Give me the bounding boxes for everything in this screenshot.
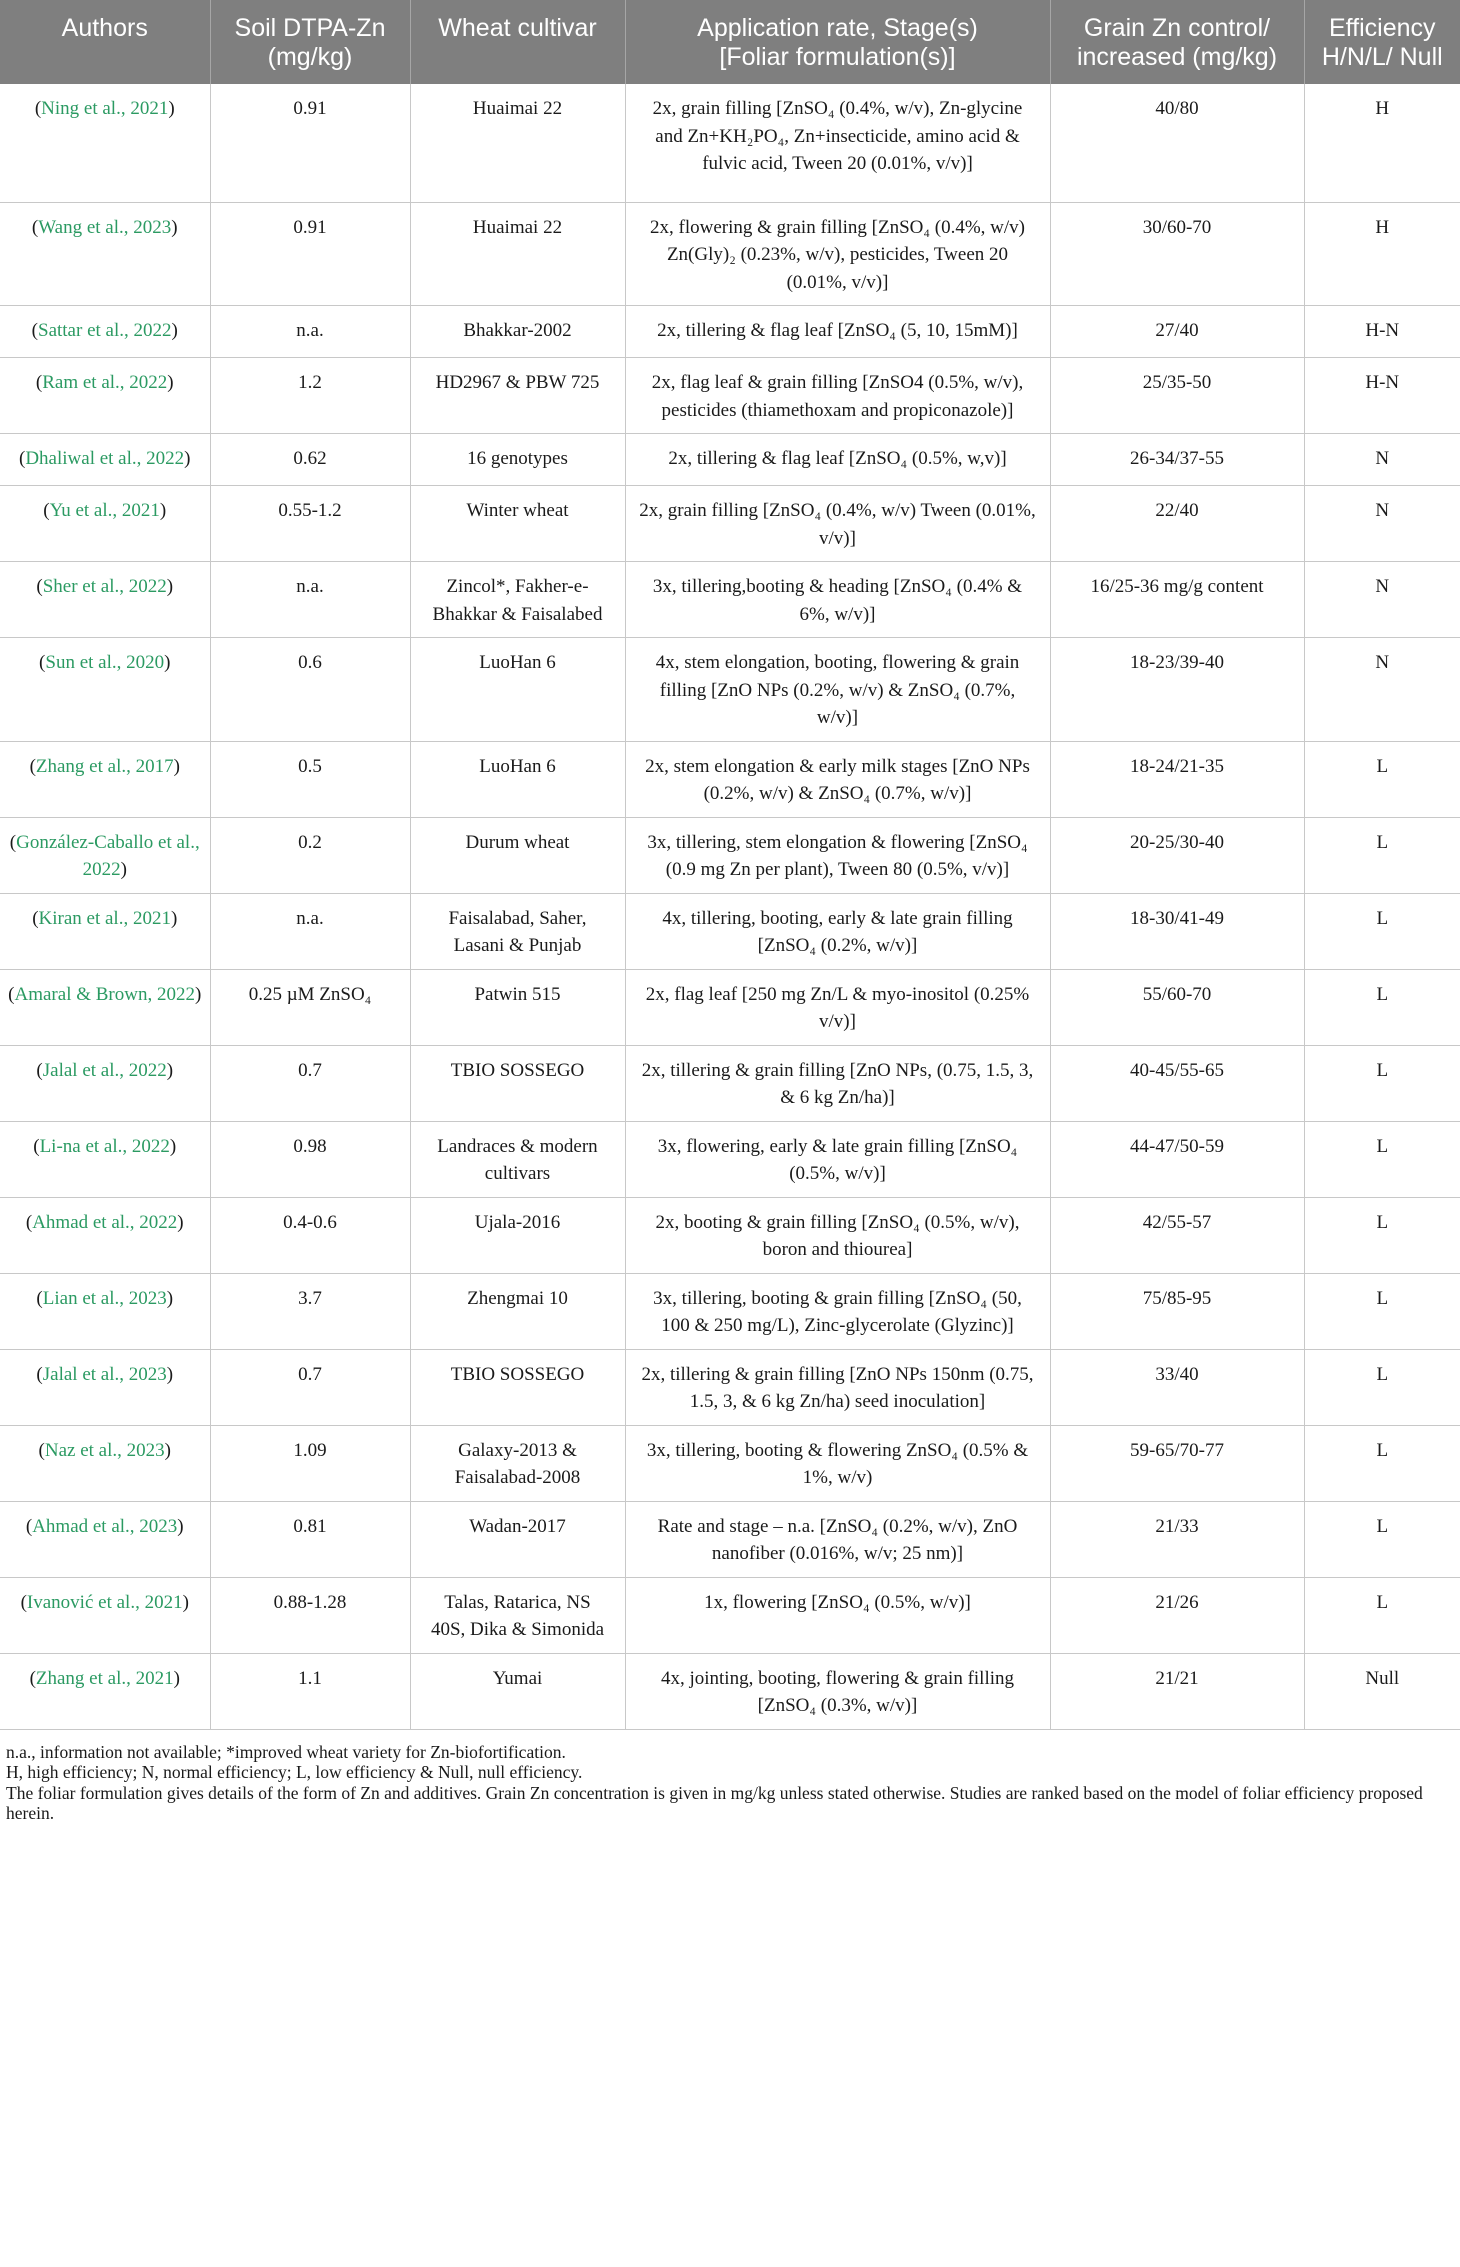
- cell-efficiency: L: [1304, 817, 1460, 893]
- citation-link[interactable]: Sattar et al., 2022: [38, 320, 172, 341]
- cell-soil-dtpa-zn: 0.91: [210, 84, 410, 202]
- cell-author[interactable]: (Lian et al., 2023): [0, 1273, 210, 1349]
- cell-wheat-cultivar: Huaimai 22: [410, 84, 625, 202]
- table-row: [0, 84, 1460, 202]
- header-authors: Authors: [0, 0, 210, 84]
- table-row: [0, 1349, 1460, 1425]
- cell-author[interactable]: (Yu et al., 2021): [0, 486, 210, 562]
- cell-grain-zn: 20-25/30-40: [1050, 817, 1304, 893]
- cell-grain-zn: 21/33: [1050, 1501, 1304, 1577]
- header-grain-zn: Grain Zn control/ increased (mg/kg): [1050, 0, 1304, 84]
- citation-link[interactable]: Amaral & Brown, 2022: [14, 983, 195, 1005]
- cell-efficiency: N: [1304, 562, 1460, 638]
- cell-soil-dtpa-zn: n.a.: [210, 306, 410, 358]
- table-row: [0, 1045, 1460, 1121]
- citation-link[interactable]: Jalal et al., 2023: [42, 1363, 167, 1385]
- table-row: [0, 638, 1460, 742]
- table-row: [0, 1197, 1460, 1273]
- cell-soil-dtpa-zn: 0.5: [210, 741, 410, 817]
- cell-application-rate: 2x, flag leaf & grain filling [ZnSO4 (0.5%, w/v), pesticides (thiamethoxam and propiconazole)]: [625, 358, 1050, 434]
- citation-link[interactable]: González-Caballo et al., 2022: [16, 831, 200, 880]
- cell-wheat-cultivar: Yumai: [410, 1653, 625, 1729]
- cell-wheat-cultivar: Galaxy-2013 & Faisalabad-2008: [410, 1425, 625, 1501]
- cell-soil-dtpa-zn: 3.7: [210, 1273, 410, 1349]
- cell-wheat-cultivar: Bhakkar-2002: [410, 306, 625, 358]
- cell-author[interactable]: (Sher et al., 2022): [0, 562, 210, 638]
- table-row: [0, 202, 1460, 306]
- cell-grain-zn: 16/25-36 mg/g content: [1050, 562, 1304, 638]
- cell-grain-zn: 55/60-70: [1050, 969, 1304, 1045]
- citation-link[interactable]: Sher et al., 2022: [42, 576, 167, 597]
- header-application-rate: Application rate, Stage(s) [Foliar formulation(s)]: [625, 0, 1050, 84]
- cell-efficiency: H-N: [1304, 306, 1460, 358]
- citation-link[interactable]: Wang et al., 2023: [38, 216, 172, 238]
- cell-soil-dtpa-zn: 1.1: [210, 1653, 410, 1729]
- cell-author[interactable]: (Naz et al., 2023): [0, 1425, 210, 1501]
- table-row: [0, 1577, 1460, 1653]
- cell-efficiency: N: [1304, 486, 1460, 562]
- cell-wheat-cultivar: Ujala-2016: [410, 1197, 625, 1273]
- cell-grain-zn: 40/80: [1050, 84, 1304, 202]
- cell-author[interactable]: (Dhaliwal et al., 2022): [0, 434, 210, 486]
- table-body: [0, 84, 1460, 1729]
- cell-soil-dtpa-zn: 1.09: [210, 1425, 410, 1501]
- cell-soil-dtpa-zn: 0.98: [210, 1121, 410, 1197]
- cell-application-rate: 4x, stem elongation, booting, flowering & grain filling [ZnO NPs (0.2%, w/v) & ZnSO₄ (0.7%, w/v)]: [625, 638, 1050, 742]
- cell-grain-zn: 44-47/50-59: [1050, 1121, 1304, 1197]
- footnote-efficiency-key: H, high efficiency; N, normal efficiency; L, low efficiency & Null, null efficiency.: [6, 1762, 583, 1782]
- cell-soil-dtpa-zn: 0.25 µM ZnSO₄: [210, 969, 410, 1045]
- cell-grain-zn: 75/85-95: [1050, 1273, 1304, 1349]
- footnote-formulation: The foliar formulation gives details of the form of Zn and additives. Grain Zn concentration is given in mg/kg unless stated otherwise. Studies are ranked based on the model of foliar efficiency proposed herein.: [6, 1782, 1423, 1823]
- cell-author[interactable]: (Ahmad et al., 2022): [0, 1197, 210, 1273]
- table-row: [0, 1273, 1460, 1349]
- cell-application-rate: 2x, tillering & flag leaf [ZnSO₄ (5, 10, 15mM)]: [625, 306, 1050, 358]
- cell-application-rate: 2x, stem elongation & early milk stages [ZnO NPs (0.2%, w/v) & ZnSO₄ (0.7%, w/v)]: [625, 741, 1050, 817]
- cell-efficiency: L: [1304, 1501, 1460, 1577]
- cell-wheat-cultivar: Huaimai 22: [410, 202, 625, 306]
- cell-author[interactable]: (Kiran et al., 2021): [0, 893, 210, 969]
- citation-link[interactable]: Ahmad et al., 2023: [32, 1515, 178, 1537]
- cell-author[interactable]: (Sun et al., 2020): [0, 638, 210, 742]
- cell-application-rate: 2x, booting & grain filling [ZnSO₄ (0.5%, w/v), boron and thiourea]: [625, 1197, 1050, 1273]
- cell-grain-zn: 18-23/39-40: [1050, 638, 1304, 742]
- cell-efficiency: L: [1304, 893, 1460, 969]
- citation-link[interactable]: Jalal et al., 2022: [42, 1059, 167, 1081]
- header-wheat-cultivar: Wheat cultivar: [410, 0, 625, 84]
- table-row: [0, 1501, 1460, 1577]
- cell-application-rate: 2x, tillering & grain filling [ZnO NPs 150nm (0.75, 1.5, 3, & 6 kg Zn/ha) seed inoculation]: [625, 1349, 1050, 1425]
- cell-wheat-cultivar: Talas, Ratarica, NS 40S, Dika & Simonida: [410, 1577, 625, 1653]
- cell-author[interactable]: (Ivanović et al., 2021): [0, 1577, 210, 1653]
- citation-link[interactable]: Dhaliwal et al., 2022: [25, 448, 185, 469]
- cell-soil-dtpa-zn: 0.7: [210, 1045, 410, 1121]
- cell-application-rate: 2x, grain filling [ZnSO₄ (0.4%, w/v) Tween (0.01%, v/v)]: [625, 486, 1050, 562]
- cell-grain-zn: 21/26: [1050, 1577, 1304, 1653]
- table-row: [0, 817, 1460, 893]
- cell-soil-dtpa-zn: 0.7: [210, 1349, 410, 1425]
- cell-soil-dtpa-zn: 0.91: [210, 202, 410, 306]
- cell-efficiency: N: [1304, 434, 1460, 486]
- cell-author[interactable]: (Amaral & Brown, 2022): [0, 969, 210, 1045]
- cell-grain-zn: 18-24/21-35: [1050, 741, 1304, 817]
- cell-author[interactable]: (Wang et al., 2023): [0, 202, 210, 306]
- cell-author[interactable]: (Zhang et al., 2017): [0, 741, 210, 817]
- cell-soil-dtpa-zn: 0.4-0.6: [210, 1197, 410, 1273]
- cell-wheat-cultivar: LuoHan 6: [410, 741, 625, 817]
- cell-application-rate: 3x, tillering, booting & flowering ZnSO₄ (0.5% & 1%, w/v): [625, 1425, 1050, 1501]
- cell-wheat-cultivar: Patwin 515: [410, 969, 625, 1045]
- cell-application-rate: 2x, tillering & flag leaf [ZnSO₄ (0.5%, w,v)]: [625, 434, 1050, 486]
- footnote-na: n.a., information not available; *improved wheat variety for Zn-biofortification.: [6, 1741, 566, 1762]
- citation-link[interactable]: Ram et al., 2022: [42, 372, 168, 393]
- cell-application-rate: 4x, tillering, booting, early & late grain filling [ZnSO₄ (0.2%, w/v)]: [625, 893, 1050, 969]
- cell-wheat-cultivar: Zincol*, Fakher-e-Bhakkar & Faisalabed: [410, 562, 625, 638]
- citation-link[interactable]: Ning et al., 2021: [41, 98, 169, 119]
- cell-efficiency: L: [1304, 1045, 1460, 1121]
- table-row: [0, 562, 1460, 638]
- cell-grain-zn: 30/60-70: [1050, 202, 1304, 306]
- cell-efficiency: H-N: [1304, 358, 1460, 434]
- cell-efficiency: L: [1304, 1425, 1460, 1501]
- header-soil-dtpa-zn: Soil DTPA-Zn (mg/kg): [210, 0, 410, 84]
- cell-grain-zn: 21/21: [1050, 1653, 1304, 1729]
- citation-link[interactable]: Sun et al., 2020: [45, 652, 165, 673]
- cell-wheat-cultivar: TBIO SOSSEGO: [410, 1349, 625, 1425]
- cell-efficiency: L: [1304, 1349, 1460, 1425]
- cell-grain-zn: 40-45/55-65: [1050, 1045, 1304, 1121]
- citation-link[interactable]: Lian et al., 2023: [42, 1287, 167, 1309]
- cell-wheat-cultivar: 16 genotypes: [410, 434, 625, 486]
- cell-grain-zn: 25/35-50: [1050, 358, 1304, 434]
- header-row: [0, 0, 1460, 84]
- cell-efficiency: N: [1304, 638, 1460, 742]
- cell-application-rate: 4x, jointing, booting, flowering & grain filling [ZnSO₄ (0.3%, w/v)]: [625, 1653, 1050, 1729]
- cell-application-rate: Rate and stage – n.a. [ZnSO₄ (0.2%, w/v), ZnO nanofiber (0.016%, w/v; 25 nm)]: [625, 1501, 1050, 1577]
- cell-grain-zn: 26-34/37-55: [1050, 434, 1304, 486]
- cell-application-rate: 2x, flowering & grain filling [ZnSO₄ (0.4%, w/v) Zn(Gly)₂ (0.23%, w/v), pesticides, Tween 20 (0.01%, v/v)]: [625, 202, 1050, 306]
- cell-efficiency: Null: [1304, 1653, 1460, 1729]
- cell-soil-dtpa-zn: 0.55-1.2: [210, 486, 410, 562]
- table-footnotes: [0, 1730, 1460, 1824]
- cell-grain-zn: 42/55-57: [1050, 1197, 1304, 1273]
- table-row: [0, 358, 1460, 434]
- citation-link[interactable]: Li-na et al., 2022: [39, 1135, 170, 1157]
- cell-wheat-cultivar: Wadan-2017: [410, 1501, 625, 1577]
- table-row: [0, 741, 1460, 817]
- table-row: [0, 969, 1460, 1045]
- cell-wheat-cultivar: TBIO SOSSEGO: [410, 1045, 625, 1121]
- cell-author[interactable]: (Li-na et al., 2022): [0, 1121, 210, 1197]
- table-row: [0, 434, 1460, 486]
- cell-efficiency: H: [1304, 202, 1460, 306]
- cell-wheat-cultivar: HD2967 & PBW 725: [410, 358, 625, 434]
- cell-grain-zn: 33/40: [1050, 1349, 1304, 1425]
- cell-author[interactable]: (González-Caballo et al., 2022): [0, 817, 210, 893]
- table-row: [0, 306, 1460, 358]
- cell-wheat-cultivar: Zhengmai 10: [410, 1273, 625, 1349]
- citation-link[interactable]: Ivanović et al., 2021: [26, 1591, 183, 1613]
- cell-wheat-cultivar: LuoHan 6: [410, 638, 625, 742]
- table-row: [0, 1425, 1460, 1501]
- cell-grain-zn: 18-30/41-49: [1050, 893, 1304, 969]
- cell-author[interactable]: (Ahmad et al., 2023): [0, 1501, 210, 1577]
- cell-wheat-cultivar: Durum wheat: [410, 817, 625, 893]
- table-header: [0, 0, 1460, 84]
- cell-grain-zn: 22/40: [1050, 486, 1304, 562]
- cell-author[interactable]: (Sattar et al., 2022): [0, 306, 210, 358]
- table-row: [0, 893, 1460, 969]
- citation-link[interactable]: Kiran et al., 2021: [38, 907, 171, 929]
- cell-efficiency: L: [1304, 741, 1460, 817]
- cell-soil-dtpa-zn: n.a.: [210, 562, 410, 638]
- cell-soil-dtpa-zn: 0.88-1.28: [210, 1577, 410, 1653]
- cell-application-rate: 2x, tillering & grain filling [ZnO NPs, (0.75, 1.5, 3, & 6 kg Zn/ha)]: [625, 1045, 1050, 1121]
- table-row: [0, 486, 1460, 562]
- table-row: [0, 1653, 1460, 1729]
- cell-efficiency: L: [1304, 969, 1460, 1045]
- cell-wheat-cultivar: Winter wheat: [410, 486, 625, 562]
- cell-wheat-cultivar: Landraces & modern cultivars: [410, 1121, 625, 1197]
- cell-application-rate: 3x, flowering, early & late grain filling [ZnSO₄ (0.5%, w/v)]: [625, 1121, 1050, 1197]
- cell-soil-dtpa-zn: 0.81: [210, 1501, 410, 1577]
- cell-wheat-cultivar: Faisalabad, Saher, Lasani & Punjab: [410, 893, 625, 969]
- table-row: [0, 1121, 1460, 1197]
- cell-soil-dtpa-zn: 1.2: [210, 358, 410, 434]
- citation-link[interactable]: Naz et al., 2023: [44, 1439, 165, 1461]
- cell-soil-dtpa-zn: 0.2: [210, 817, 410, 893]
- cell-efficiency: L: [1304, 1121, 1460, 1197]
- cell-author[interactable]: (Zhang et al., 2021): [0, 1653, 210, 1729]
- cell-soil-dtpa-zn: 0.6: [210, 638, 410, 742]
- cell-efficiency: L: [1304, 1197, 1460, 1273]
- cell-grain-zn: 59-65/70-77: [1050, 1425, 1304, 1501]
- cell-application-rate: 2x, flag leaf [250 mg Zn/L & myo-inositol (0.25% v/v)]: [625, 969, 1050, 1045]
- citation-link[interactable]: Ahmad et al., 2022: [32, 1211, 178, 1233]
- cell-soil-dtpa-zn: 0.62: [210, 434, 410, 486]
- cell-application-rate: 3x, tillering,booting & heading [ZnSO₄ (0.4% & 6%, w/v)]: [625, 562, 1050, 638]
- cell-author[interactable]: (Jalal et al., 2023): [0, 1349, 210, 1425]
- cell-soil-dtpa-zn: n.a.: [210, 893, 410, 969]
- cell-author[interactable]: (Ning et al., 2021): [0, 84, 210, 202]
- cell-grain-zn: 27/40: [1050, 306, 1304, 358]
- cell-efficiency: H: [1304, 84, 1460, 202]
- citation-link[interactable]: Yu et al., 2021: [49, 500, 160, 521]
- cell-application-rate: 1x, flowering [ZnSO₄ (0.5%, w/v)]: [625, 1577, 1050, 1653]
- cell-application-rate: 3x, tillering, stem elongation & flowering [ZnSO₄ (0.9 mg Zn per plant), Tween 80 (0.5%, v/v)]: [625, 817, 1050, 893]
- cell-author[interactable]: (Ram et al., 2022): [0, 358, 210, 434]
- cell-author[interactable]: (Jalal et al., 2022): [0, 1045, 210, 1121]
- cell-efficiency: L: [1304, 1273, 1460, 1349]
- cell-efficiency: L: [1304, 1577, 1460, 1653]
- cell-application-rate: 2x, grain filling [ZnSO₄ (0.4%, w/v), Zn-glycine and Zn+KH₂PO₄, Zn+insecticide, amino acid & fulvic acid, Tween 20 (0.01%, v/v)]: [625, 84, 1050, 202]
- citation-link[interactable]: Zhang et al., 2017: [35, 755, 174, 777]
- citation-link[interactable]: Zhang et al., 2021: [35, 1667, 174, 1689]
- cell-application-rate: 3x, tillering, booting & grain filling [ZnSO₄ (50, 100 & 250 mg/L), Zinc-glycerolate (Glyzinc)]: [625, 1273, 1050, 1349]
- header-efficiency: Efficiency H/N/L/ Null: [1304, 0, 1460, 84]
